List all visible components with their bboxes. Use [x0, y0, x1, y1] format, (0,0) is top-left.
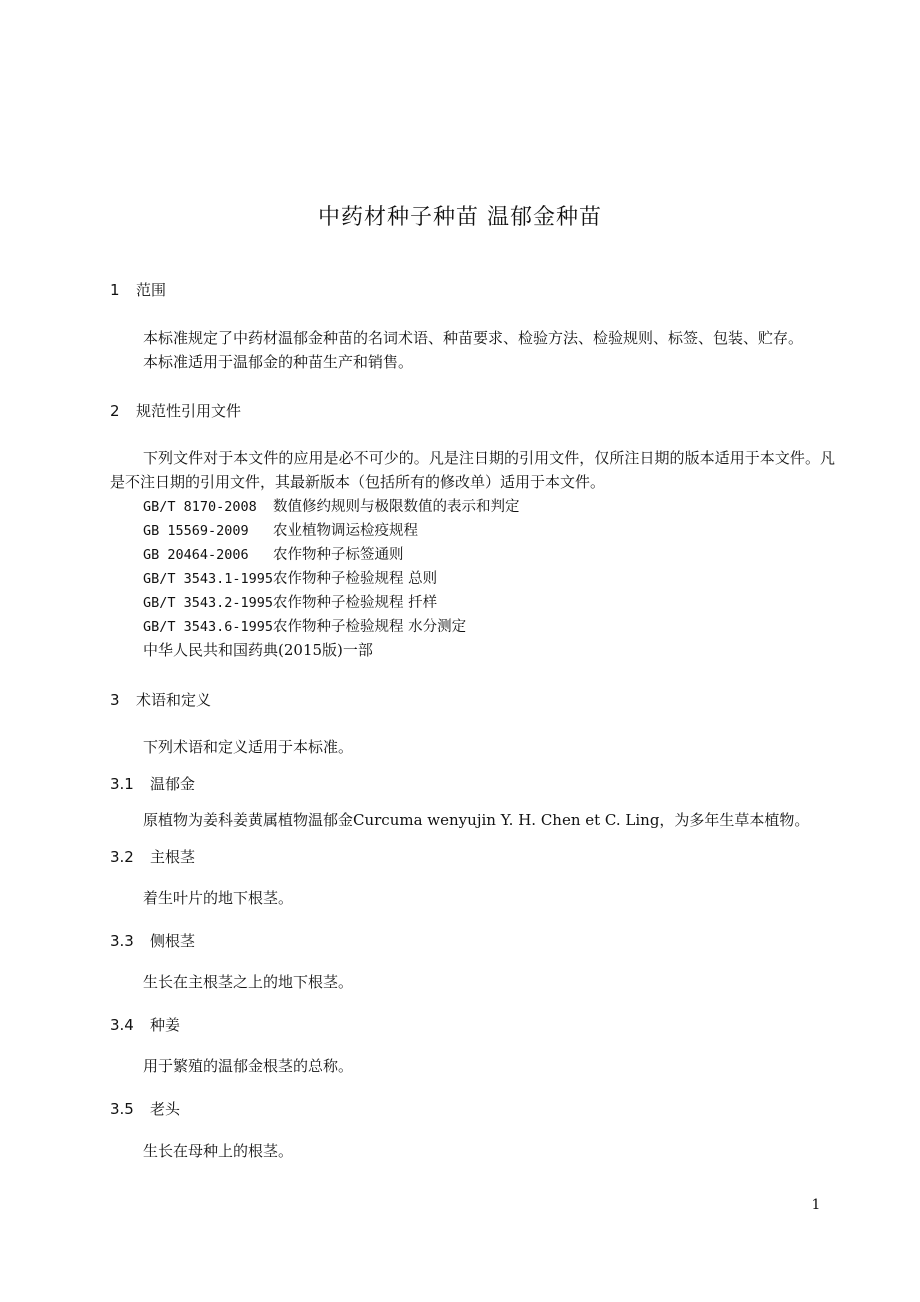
term-heading-3-2 — [110, 846, 195, 867]
term-definition-3-2: 着生叶片的地下根茎。 — [143, 889, 294, 907]
page-number: 1 — [811, 1197, 821, 1213]
reference-title: 农作物种子检验规程 水分测定 — [273, 619, 467, 635]
reference-title: 农业植物调运检疫规程 — [273, 523, 418, 539]
section-3-heading — [110, 689, 211, 710]
reference-item — [143, 543, 404, 564]
reference-item — [143, 615, 466, 636]
document-title: 中药材种子种苗 温郁金种苗 — [318, 205, 602, 230]
scope-line-2: 本标准适用于温郁金的种苗生产和销售。 — [143, 353, 414, 371]
reference-item — [143, 591, 437, 612]
reference-code: GB/T 8170-2008 — [143, 499, 257, 515]
term-name: 老头 — [150, 1100, 181, 1118]
reference-pharmacopoeia: 中华人民共和国药典(2015版)一部 — [143, 641, 373, 659]
term-number: 3.4 — [110, 1016, 134, 1034]
term-number: 3.2 — [110, 848, 134, 866]
term-definition-3-5: 生长在母种上的根茎。 — [143, 1142, 294, 1160]
term-number: 3.5 — [110, 1100, 134, 1118]
term-name: 主根茎 — [150, 848, 196, 866]
section-2-heading — [110, 400, 241, 421]
term-definition-3-1: 原植物为姜科姜黄属植物温郁金Curcuma wenyujin Y. H. Chen et C. Ling，为多年生草本植物。 — [143, 811, 810, 829]
reference-title: 农作物种子检验规程 总则 — [273, 571, 438, 587]
section-number: 3 — [110, 691, 120, 709]
reference-code: GB 20464-2006 — [143, 547, 249, 563]
section-title: 术语和定义 — [136, 691, 212, 709]
normative-references-intro: 下列文件对于本文件的应用是必不可少的。凡是注日期的引用文件，仅所注日期的版本适用于本文件。凡是不注日期的引用文件，其最新版本（包括所有的修改单）适用于本文件。 — [110, 449, 835, 491]
term-name: 温郁金 — [150, 775, 196, 793]
section-number: 1 — [110, 281, 120, 299]
term-name: 侧根茎 — [150, 932, 196, 950]
term-heading-3-5 — [110, 1098, 180, 1119]
term-number: 3.1 — [110, 775, 134, 793]
term-heading-3-4 — [110, 1014, 180, 1035]
scope-line-1: 本标准规定了中药材温郁金种苗的名词术语、种苗要求、检验方法、检验规则、标签、包装、贮存。 — [143, 329, 804, 347]
term-name: 种姜 — [150, 1016, 181, 1034]
reference-code: GB/T 3543.2-1995 — [143, 595, 274, 611]
reference-item — [143, 495, 520, 516]
reference-item — [143, 519, 418, 540]
term-heading-3-3 — [110, 930, 195, 951]
reference-code: GB/T 3543.6-1995 — [143, 619, 274, 635]
term-number: 3.3 — [110, 932, 134, 950]
term-heading-3-1 — [110, 773, 195, 794]
term-definition-3-4: 用于繁殖的温郁金根茎的总称。 — [143, 1057, 354, 1075]
reference-title: 数值修约规则与极限数值的表示和判定 — [273, 499, 520, 515]
section-1-heading — [110, 279, 166, 300]
section-number: 2 — [110, 402, 120, 420]
reference-code: GB/T 3543.1-1995 — [143, 571, 274, 587]
reference-code: GB 15569-2009 — [143, 523, 249, 539]
reference-title: 农作物种子标签通则 — [273, 547, 404, 563]
section-title: 范围 — [136, 281, 167, 299]
section-title: 规范性引用文件 — [136, 402, 242, 420]
terms-intro: 下列术语和定义适用于本标准。 — [143, 738, 354, 756]
reference-item — [143, 567, 437, 588]
term-definition-3-3: 生长在主根茎之上的地下根茎。 — [143, 973, 354, 991]
reference-title: 农作物种子检验规程 扦样 — [273, 595, 438, 611]
